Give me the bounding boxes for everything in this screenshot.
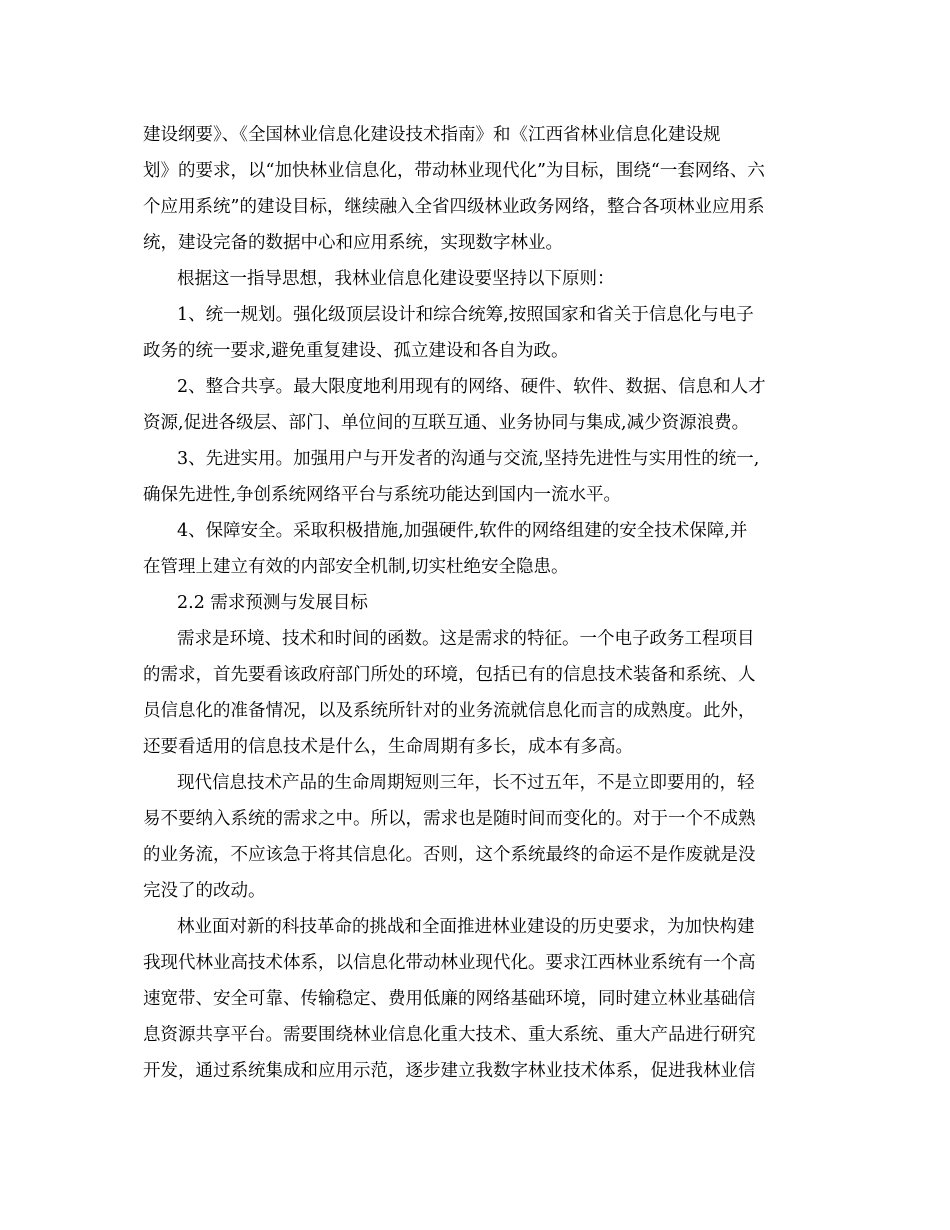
text-line: 息资源共享平台。需要围绕林业信息化重大技术、重大系统、重大产品进行研究 xyxy=(143,1025,756,1045)
principle-1-line: 1、统一规划。强化级顶层设计和综合统筹,按照国家和省关于信息化与电子 xyxy=(177,305,754,325)
text-line: 确保先进性,争创系统网络平台与系统功能达到国内一流水平。 xyxy=(143,485,622,505)
text-line: 资源,促进各级层、部门、单位间的互联互通、业务协同与集成,减少资源浪费。 xyxy=(143,413,750,433)
text-line: 易不要纳入系统的需求之中。所以，需求也是随时间而变化的。对于一个不成熟 xyxy=(143,809,756,829)
text-line: 开发，通过系统集成和应用示范，逐步建立我数字林业技术体系，促进我林业信 xyxy=(143,1061,756,1081)
text-line: 需求是环境、技术和时间的函数。这是需求的特征。一个电子政务工程项目 xyxy=(177,629,755,649)
text-line: 根据这一指导思想，我林业信息化建设要坚持以下原则： xyxy=(177,269,615,289)
text-line: 个应用系统”的建设目标，继续融入全省四级林业政务网络，整合各项林业应用系 xyxy=(143,197,765,217)
text-line: 的需求，首先要看该政府部门所处的环境，包括已有的信息技术装备和系统、人 xyxy=(143,665,756,685)
text-line: 统，建设完备的数据中心和应用系统，实现数字林业。 xyxy=(143,233,563,253)
principle-2-line: 2、整合共享。最大限度地利用现有的网络、硬件、软件、数据、信息和人才 xyxy=(177,377,766,397)
principle-4-line: 4、保障安全。采取积极措施,加强硬件,软件的网络组建的安全技术保障,并 xyxy=(177,521,748,541)
document-body xyxy=(143,117,808,1089)
text-line: 划》的要求，以“加快林业信息化，带动林业现代化”为目标，围绕“一套网络、六 xyxy=(143,161,765,181)
principle-3-line: 3、先进实用。加强用户与开发者的沟通与交流,坚持先进性与实用性的统一, xyxy=(177,449,760,469)
text-line: 林业面对新的科技革命的挑战和全面推进林业建设的历史要求，为加快构建 xyxy=(177,917,755,937)
text-line: 员信息化的准备情况，以及系统所针对的业务流就信息化而言的成熟度。此外， xyxy=(143,701,756,721)
text-line: 速宽带、安全可靠、传输稳定、费用低廉的网络基础环境，同时建立林业基础信 xyxy=(143,989,756,1009)
section-heading: 2.2 需求预测与发展目标 xyxy=(177,593,368,613)
text-line: 在管理上建立有效的内部安全机制,切实杜绝安全隐患。 xyxy=(143,557,569,577)
text-line: 完没了的改动。 xyxy=(143,881,266,901)
text-line: 我现代林业高技术体系，以信息化带动林业现代化。要求江西林业系统有一个高 xyxy=(143,953,756,973)
text-line: 政务的统一要求,避免重复建设、孤立建设和各自为政。 xyxy=(143,341,569,361)
text-line: 现代信息技术产品的生命周期短则三年，长不过五年，不是立即要用的，轻 xyxy=(177,773,755,793)
text-line: 还要看适用的信息技术是什么，生命周期有多长，成本有多高。 xyxy=(143,737,633,757)
text-line: 建设纲要》、《全国林业信息化建设技术指南》和《江西省林业信息化建设规 xyxy=(143,125,721,145)
text-line: 的业务流，不应该急于将其信息化。否则，这个系统最终的命运不是作废就是没 xyxy=(143,845,756,865)
